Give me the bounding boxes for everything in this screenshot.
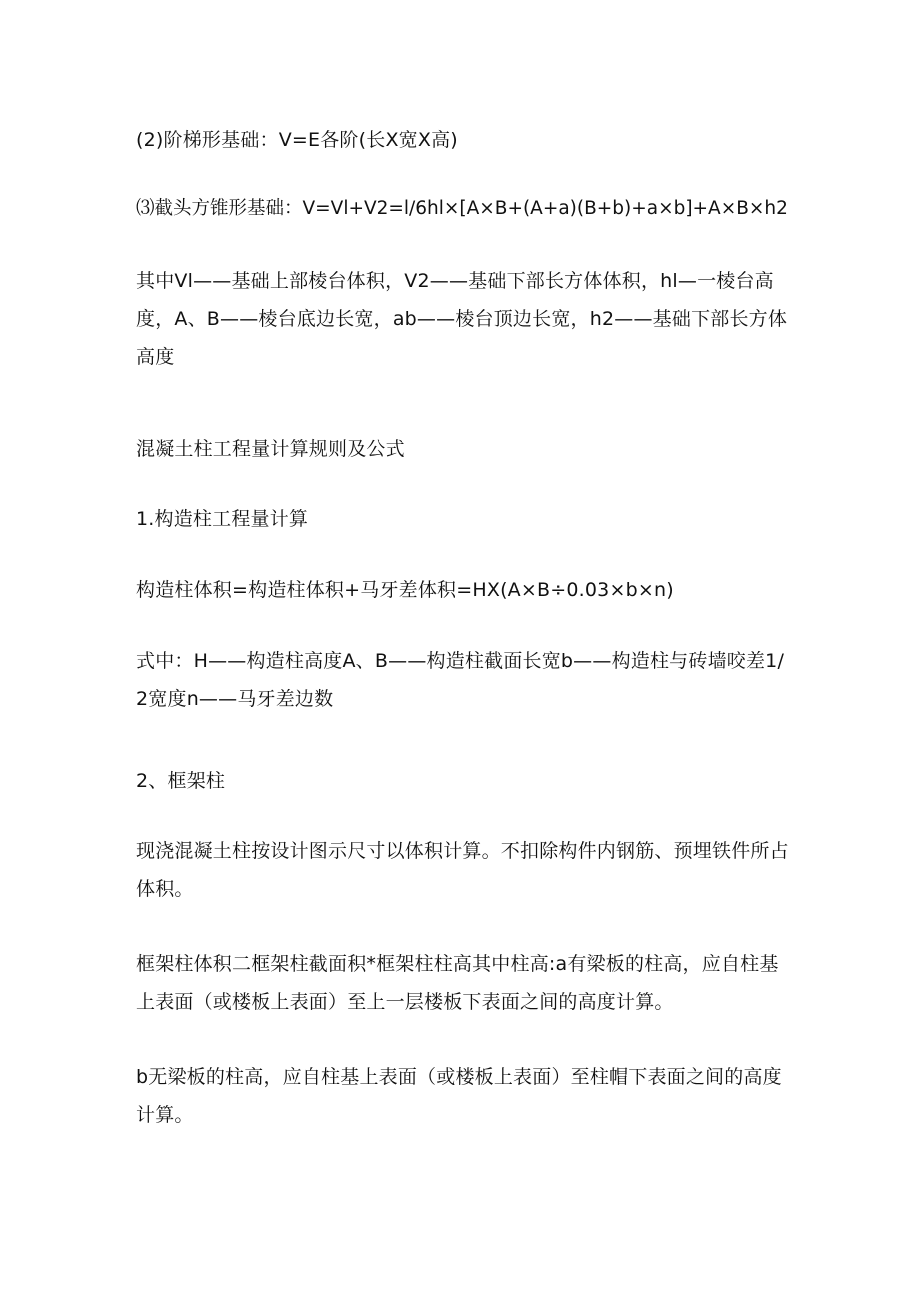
paragraph-variable-definitions: 其中Vl——基础上部棱台体积，V2——基础下部长方体体积，hl—一棱台高度，A、B——棱台底边长宽，ab——棱台顶边长宽，h2——基础下部长方体高度	[136, 270, 788, 368]
paragraph-stepped-foundation: (2)阶梯形基础：V=E各阶(长X宽X高)	[136, 129, 458, 151]
section-heading-concrete-columns: 混凝土柱工程量计算规则及公式	[136, 438, 405, 460]
paragraph-frame-column-volume: 框架柱体积二框架柱截面积*框架柱柱高其中柱高:a有梁板的柱高，应自柱基上表面（或楼板上表面）至上一层楼板下表面之间的高度计算。	[136, 953, 779, 1013]
paragraph-truncated-pyramid-foundation: ⑶截头方锥形基础：V=Vl+V2=l∕6hl×[A×B+(A+a)(B+b)+a×b]+A×B×h2	[136, 198, 788, 219]
paragraph-cast-in-place-rule: 现浇混凝土柱按设计图示尺寸以体积计算。不扣除构件内钢筋、预埋铁件所占体积。	[136, 840, 789, 900]
subheading-structural-column: 1.构造柱工程量计算	[136, 508, 309, 530]
subheading-frame-column: 2、框架柱	[136, 770, 226, 792]
paragraph-flat-slab-column-height: b无梁板的柱高，应自柱基上表面（或楼板上表面）至柱帽下表面之间的高度计算。	[136, 1066, 782, 1126]
paragraph-formula-legend: 式中：H——构造柱高度A、B——构造柱截面长宽b——构造柱与砖墙咬差1/2宽度n——马牙差边数	[136, 650, 785, 710]
paragraph-structural-column-formula: 构造柱体积=构造柱体积+马牙差体积=HX(A×B÷0.03×b×n)	[136, 579, 674, 601]
